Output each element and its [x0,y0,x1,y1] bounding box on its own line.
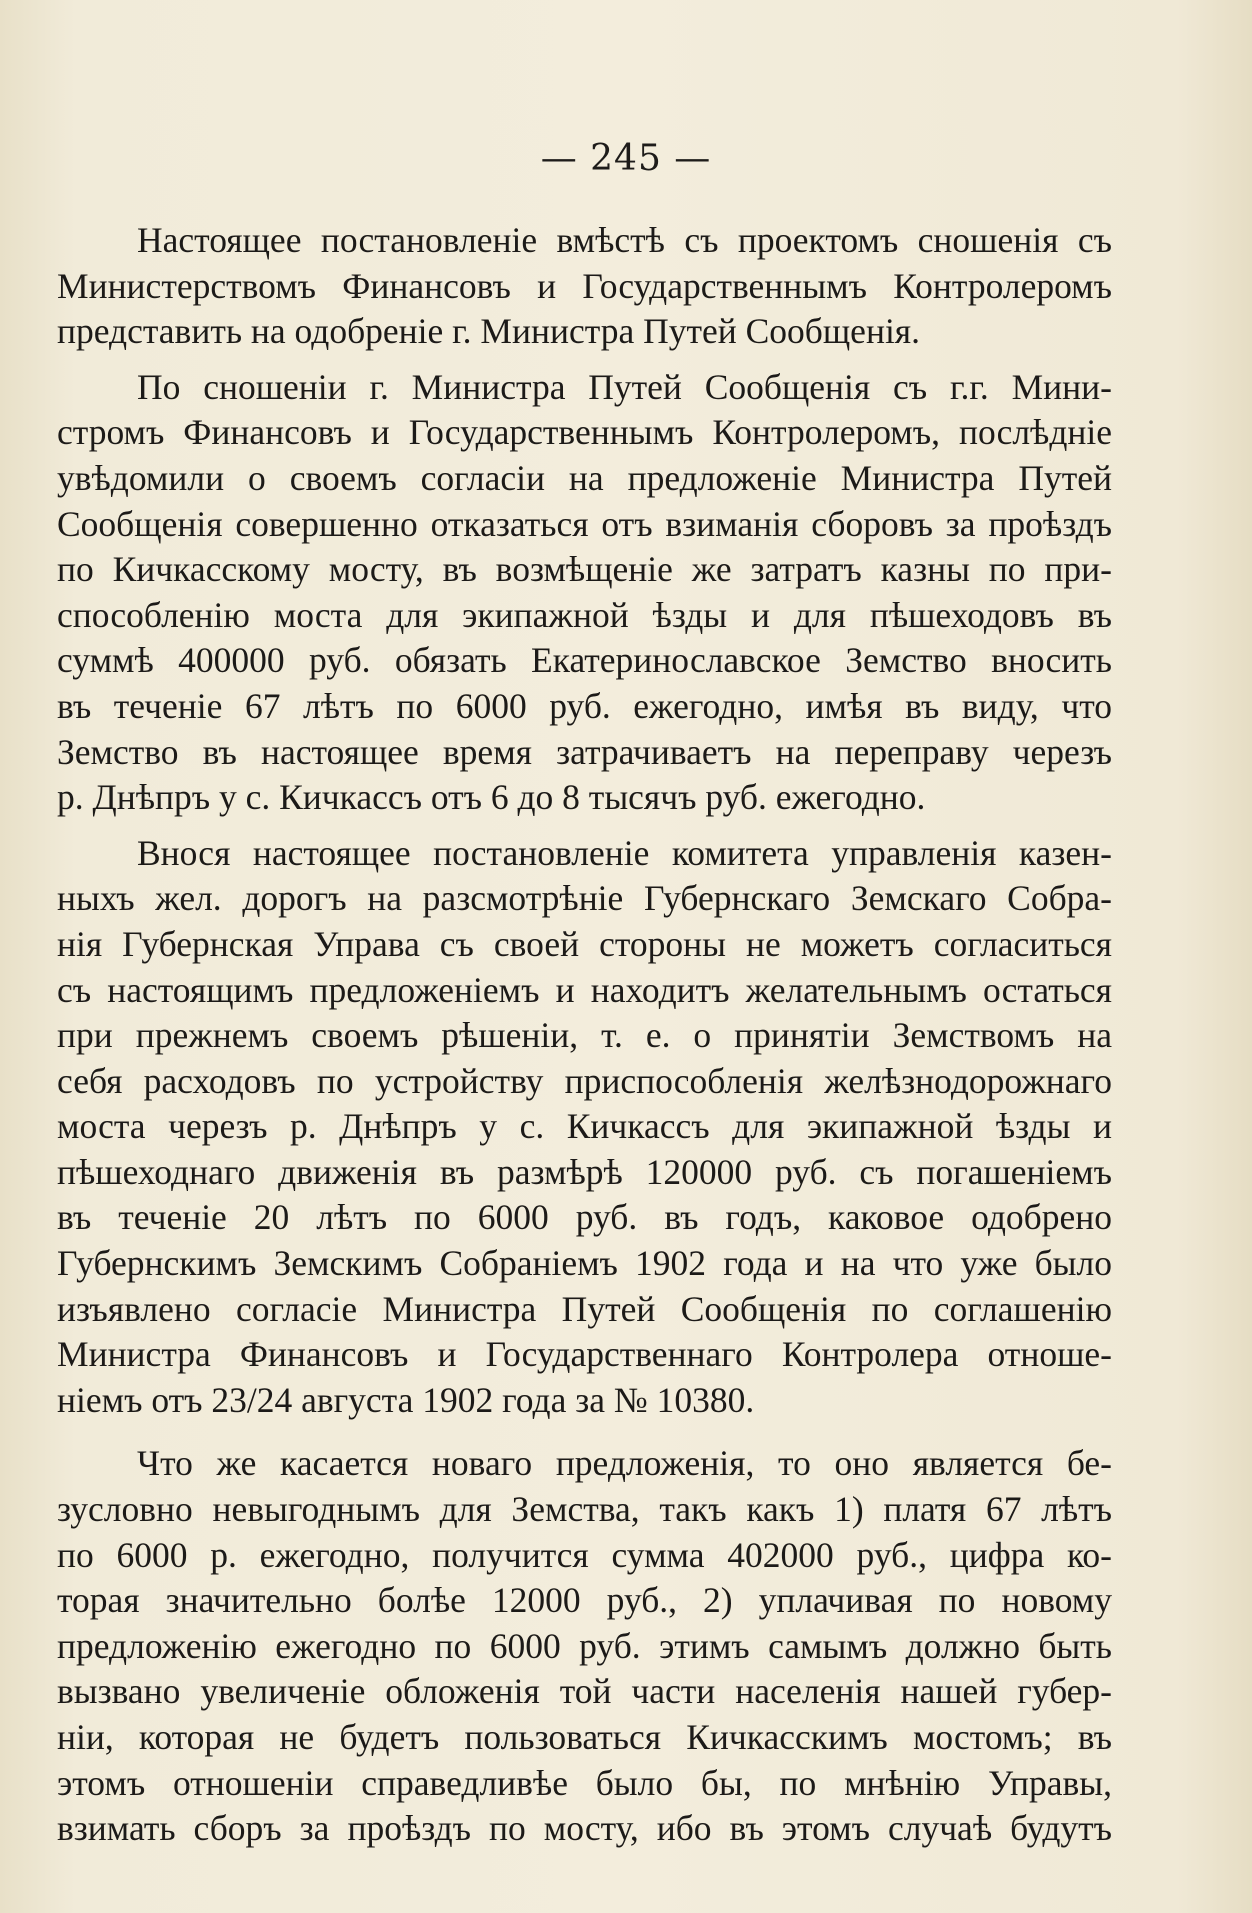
text-line: съ настоящимъ предложеніемъ и находитъ желательнымъ остаться [57,969,1112,1010]
paragraph-1 [57,218,1112,355]
text-line: вызвано увеличеніе обложенія той части населенія нашей губер- [57,1671,1112,1712]
paragraph-3 [57,831,1112,1424]
text-line: Сообщенія совершенно отказаться отъ взиманія сборовъ за проѣздъ [57,503,1112,544]
text-line: р. Днѣпръ у с. Кичкассъ отъ 6 до 8 тысячъ руб. ежегодно. [57,777,926,818]
text-line: Губернскимъ Земскимъ Собраніемъ 1902 года и на что уже было [57,1243,1112,1284]
text-line: по Кичкасскому мосту, въ возмѣщеніе же затратъ казны по при- [57,549,1112,590]
text-line: этомъ отношеніи справедливѣе было бы, по мнѣнію Управы, [57,1762,1112,1803]
text-line: себя расходовъ по устройству приспособленія желѣзнодорожнаго [57,1060,1112,1101]
text-line: Настоящее постановленіе вмѣстѣ съ проектомъ сношенія съ [137,220,1112,260]
text-line: нія Губернская Управа съ своей стороны не можетъ согласиться [57,923,1112,964]
text-line: Министерствомъ Финансовъ и Государственнымъ Контролеромъ [57,265,1112,306]
text-line: взимать сборъ за проѣздъ по мосту, ибо въ этомъ случаѣ будутъ [57,1808,1112,1849]
text-line: По сношеніи г. Министра Путей Сообщенія съ г.г. Мини- [137,366,1112,407]
text-line: суммѣ 400000 руб. обязать Екатеринославское Земство вносить [57,640,1112,681]
text-line: Министра Финансовъ и Государственнаго Контролера отноше- [57,1334,1112,1375]
paragraph-2 [57,365,1112,821]
body-text [57,218,1112,1852]
text-line: Внося настоящее постановленіе комитета управленія казен- [137,832,1112,873]
text-line: способленію моста для экипажной ѣзды и для пѣшеходовъ въ [57,594,1112,635]
text-line: предложенію ежегодно по 6000 руб. этимъ самымъ должно быть [57,1625,1112,1666]
paragraph-4 [57,1441,1112,1851]
text-line: представить на одобреніе г. Министра Путей Сообщенія. [57,311,921,352]
text-line: изъявлено согласіе Министра Путей Сообщенія по соглашенію [57,1288,1112,1329]
text-line: зусловно невыгоднымъ для Земства, такъ какъ 1) платя 67 лѣтъ [57,1489,1112,1530]
text-line: въ теченіе 20 лѣтъ по 6000 руб. въ годъ, каковое одобрено [57,1197,1112,1238]
text-line: при прежнемъ своемъ рѣшеніи, т. е. о принятіи Земствомъ на [57,1015,1112,1056]
text-line: ніемъ отъ 23/24 августа 1902 года за № 10380. [57,1379,755,1420]
text-line: ныхъ жел. дорогъ на разсмотрѣніе Губернскаго Земскаго Собра- [57,878,1112,919]
text-line: по 6000 р. ежегодно, получится сумма 402000 руб., цифра ко- [57,1534,1112,1575]
text-line: ніи, которая не будетъ пользоваться Кичкасскимъ мостомъ; въ [57,1717,1112,1757]
text-line: стромъ Финансовъ и Государственнымъ Контролеромъ, послѣдніе [57,412,1112,453]
text-line: въ теченіе 67 лѣтъ по 6000 руб. ежегодно, имѣя въ виду, что [57,685,1112,726]
text-line: моста черезъ р. Днѣпръ у с. Кичкассъ для экипажной ѣзды и [57,1106,1112,1147]
text-line: Земство въ настоящее время затрачиваетъ на переправу черезъ [57,731,1112,772]
page-number: — 245 — [540,138,712,179]
text-line: пѣшеходнаго движенія въ размѣрѣ 120000 руб. съ погашеніемъ [57,1151,1112,1192]
text-line: торая значительно болѣе 12000 руб., 2) уплачивая по новому [57,1580,1112,1621]
text-line: увѣдомили о своемъ согласіи на предложеніе Министра Путей [57,457,1112,498]
text-line: Что же касается новаго предложенія, то оно является бе- [137,1443,1112,1484]
